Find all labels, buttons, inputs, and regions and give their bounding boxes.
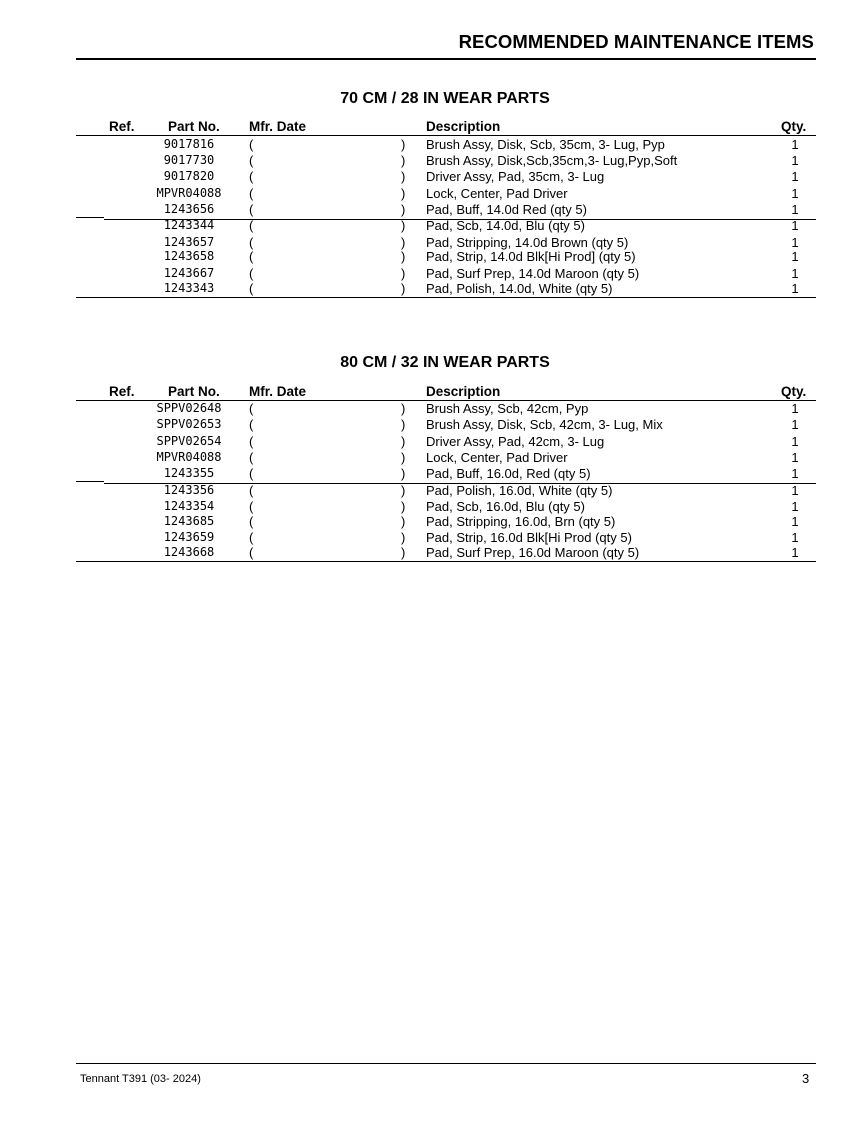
- mfr-date-open: (: [249, 514, 254, 529]
- quantity: 1: [791, 153, 799, 168]
- quantity: 1: [791, 202, 799, 217]
- quantity: 1: [791, 545, 799, 560]
- mfr-date-close: ): [401, 514, 406, 529]
- mfr-date-open: (: [249, 186, 254, 201]
- page-number: 3: [802, 1071, 810, 1086]
- mfr-date-close: ): [401, 417, 406, 432]
- description: Brush Assy, Disk,Scb,35cm,3- Lug,Pyp,Soft: [426, 153, 678, 168]
- table-row: [0, 417, 866, 433]
- part-number: 1243657: [163, 235, 215, 249]
- part-number: 9017730: [163, 153, 215, 167]
- col-header-qty: Qty.: [781, 384, 807, 399]
- mfr-date-close: ): [401, 235, 406, 250]
- part-number: 1243355: [163, 466, 215, 480]
- part-number: 1243343: [163, 281, 215, 295]
- mfr-date-close: ): [401, 249, 406, 264]
- description: Pad, Buff, 16.0d, Red (qty 5): [426, 466, 591, 481]
- mfr-date-open: (: [249, 417, 254, 432]
- mfr-date-close: ): [401, 450, 406, 465]
- quantity: 1: [791, 169, 799, 184]
- description: Pad, Surf Prep, 14.0d Maroon (qty 5): [426, 266, 640, 281]
- part-number: 1243685: [163, 514, 215, 528]
- part-number: 1243668: [163, 545, 215, 559]
- col-header-description: Description: [426, 119, 501, 134]
- table-row: [0, 249, 866, 265]
- group-separator: [76, 481, 104, 482]
- quantity: 1: [791, 417, 799, 432]
- mfr-date-close: ): [401, 169, 406, 184]
- part-number: SPPV02654: [156, 434, 222, 448]
- col-header-ref: Ref.: [109, 119, 135, 134]
- mfr-date-close: ): [401, 186, 406, 201]
- col-header-description: Description: [426, 384, 501, 399]
- part-number: SPPV02653: [156, 417, 222, 431]
- mfr-date-open: (: [249, 281, 254, 296]
- description: Brush Assy, Scb, 42cm, Pyp: [426, 401, 589, 416]
- quantity: 1: [791, 235, 799, 250]
- table-row: [0, 401, 866, 417]
- table-row: [0, 530, 866, 546]
- mfr-date-open: (: [249, 483, 254, 498]
- quantity: 1: [791, 401, 799, 416]
- quantity: 1: [791, 281, 799, 296]
- description: Pad, Polish, 16.0d, White (qty 5): [426, 483, 613, 498]
- table-row: [0, 202, 866, 218]
- col-header-qty: Qty.: [781, 119, 807, 134]
- description: Pad, Strip, 14.0d Blk[Hi Prod] (qty 5): [426, 249, 636, 264]
- table-row: [0, 137, 866, 153]
- description: Pad, Stripping, 14.0d Brown (qty 5): [426, 235, 629, 250]
- mfr-date-open: (: [249, 434, 254, 449]
- part-number: 1243667: [163, 266, 215, 280]
- quantity: 1: [791, 434, 799, 449]
- part-number: 1243656: [163, 202, 215, 216]
- header-underline: [76, 135, 816, 136]
- description: Driver Assy, Pad, 42cm, 3- Lug: [426, 434, 605, 449]
- description: Lock, Center, Pad Driver: [426, 450, 568, 465]
- mfr-date-close: ): [401, 202, 406, 217]
- description: Pad, Strip, 16.0d Blk[Hi Prod (qty 5): [426, 530, 632, 545]
- table-row: [0, 218, 866, 234]
- part-number: MPVR04088: [156, 450, 222, 464]
- mfr-date-close: ): [401, 218, 406, 233]
- mfr-date-close: ): [401, 434, 406, 449]
- part-number: 1243356: [163, 483, 215, 497]
- mfr-date-close: ): [401, 499, 406, 514]
- mfr-date-close: ): [401, 466, 406, 481]
- table-row: [0, 434, 866, 450]
- table-row: [0, 281, 866, 297]
- description: Pad, Surf Prep, 16.0d Maroon (qty 5): [426, 545, 640, 560]
- quantity: 1: [791, 466, 799, 481]
- description: Brush Assy, Disk, Scb, 42cm, 3- Lug, Mix: [426, 417, 663, 432]
- quantity: 1: [791, 186, 799, 201]
- section-end-rule: [76, 297, 816, 298]
- mfr-date-open: (: [249, 401, 254, 416]
- mfr-date-open: (: [249, 530, 254, 545]
- part-number: MPVR04088: [156, 186, 222, 200]
- table-row: [0, 169, 866, 185]
- quantity: 1: [791, 450, 799, 465]
- table-row: [0, 514, 866, 530]
- table-row: [0, 153, 866, 169]
- mfr-date-open: (: [249, 266, 254, 281]
- col-header-mfr-date: Mfr. Date: [249, 384, 307, 399]
- mfr-date-close: ): [401, 401, 406, 416]
- mfr-date-close: ): [401, 153, 406, 168]
- part-number: 9017820: [163, 169, 215, 183]
- section-title-70cm: 70 CM / 28 IN WEAR PARTS: [340, 90, 550, 107]
- part-number: 1243354: [163, 499, 215, 513]
- part-number: SPPV02648: [156, 401, 222, 415]
- mfr-date-close: ): [401, 483, 406, 498]
- mfr-date-close: ): [401, 137, 406, 152]
- col-header-ref: Ref.: [109, 384, 135, 399]
- mfr-date-open: (: [249, 137, 254, 152]
- description: Pad, Polish, 14.0d, White (qty 5): [426, 281, 613, 296]
- description: Lock, Center, Pad Driver: [426, 186, 568, 201]
- table-row: [0, 450, 866, 466]
- description: Driver Assy, Pad, 35cm, 3- Lug: [426, 169, 605, 184]
- quantity: 1: [791, 483, 799, 498]
- mfr-date-open: (: [249, 235, 254, 250]
- col-header-part-no: Part No.: [168, 384, 220, 399]
- table-row: [0, 545, 866, 561]
- mfr-date-close: ): [401, 545, 406, 560]
- quantity: 1: [791, 514, 799, 529]
- part-number: 9017816: [163, 137, 215, 151]
- table-row: [0, 466, 866, 482]
- description: Pad, Stripping, 16.0d, Brn (qty 5): [426, 514, 616, 529]
- col-header-part-no: Part No.: [168, 119, 220, 134]
- quantity: 1: [791, 499, 799, 514]
- quantity: 1: [791, 249, 799, 264]
- table-row: [0, 186, 866, 202]
- mfr-date-open: (: [249, 499, 254, 514]
- part-number: 1243659: [163, 530, 215, 544]
- mfr-date-close: ): [401, 281, 406, 296]
- table-row: [0, 483, 866, 499]
- part-number: 1243658: [163, 249, 215, 263]
- description: Pad, Scb, 14.0d, Blu (qty 5): [426, 218, 585, 233]
- description: Pad, Buff, 14.0d Red (qty 5): [426, 202, 587, 217]
- mfr-date-open: (: [249, 202, 254, 217]
- mfr-date-open: (: [249, 218, 254, 233]
- part-number: 1243344: [163, 218, 215, 232]
- col-header-mfr-date: Mfr. Date: [249, 119, 307, 134]
- mfr-date-close: ): [401, 266, 406, 281]
- quantity: 1: [791, 137, 799, 152]
- quantity: 1: [791, 530, 799, 545]
- table-row: [0, 499, 866, 515]
- quantity: 1: [791, 218, 799, 233]
- table-row: [0, 266, 866, 282]
- description: Brush Assy, Disk, Scb, 35cm, 3- Lug, Pyp: [426, 137, 665, 152]
- section-end-rule: [76, 561, 816, 562]
- mfr-date-open: (: [249, 545, 254, 560]
- mfr-date-open: (: [249, 153, 254, 168]
- page-title: RECOMMENDED MAINTENANCE ITEMS: [458, 31, 814, 52]
- footer-document-id: Tennant T391 (03- 2024): [80, 1073, 201, 1085]
- description: Pad, Scb, 16.0d, Blu (qty 5): [426, 499, 585, 514]
- mfr-date-open: (: [249, 249, 254, 264]
- header-rule: [76, 58, 816, 60]
- mfr-date-open: (: [249, 450, 254, 465]
- mfr-date-open: (: [249, 466, 254, 481]
- section-title-80cm: 80 CM / 32 IN WEAR PARTS: [340, 354, 550, 371]
- footer-rule: [76, 1063, 816, 1064]
- mfr-date-open: (: [249, 169, 254, 184]
- quantity: 1: [791, 266, 799, 281]
- mfr-date-close: ): [401, 530, 406, 545]
